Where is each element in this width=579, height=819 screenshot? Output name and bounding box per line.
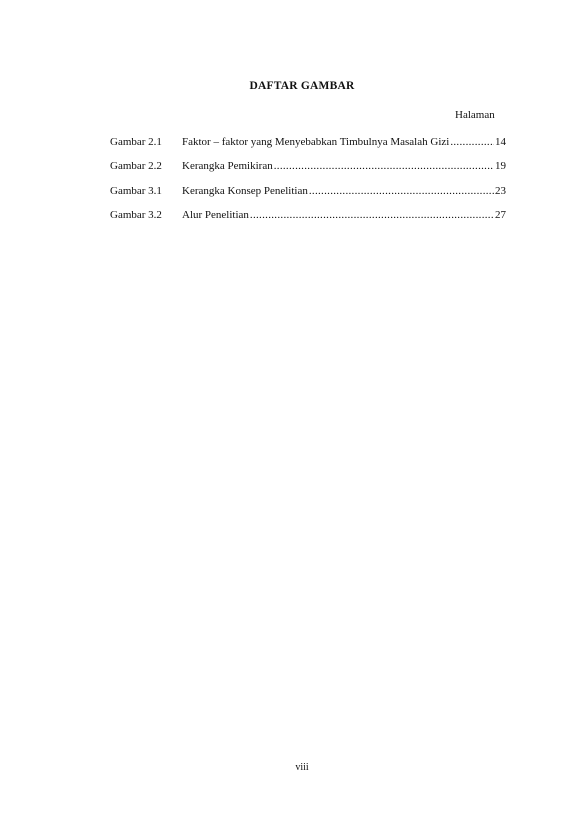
- figure-page-number: 14: [495, 136, 506, 148]
- list-item: [110, 160, 506, 184]
- page-column-header: Halaman: [455, 109, 495, 121]
- figure-title: Faktor – faktor yang Menyebabkan Timbulnya Masalah Gizi: [182, 136, 450, 148]
- list-item: [110, 136, 506, 160]
- figure-number: Gambar 2.1: [110, 136, 162, 148]
- figure-title: Alur Penelitian: [182, 208, 249, 221]
- dot-leader: [309, 185, 494, 197]
- page-number-footer: viii: [295, 762, 309, 773]
- figure-page-number: 19: [495, 160, 506, 173]
- figure-number: Gambar 3.1: [110, 184, 162, 197]
- page-title: DAFTAR GAMBAR: [249, 80, 355, 92]
- figure-list: [110, 136, 506, 233]
- figure-title: Kerangka Konsep Penelitian: [182, 184, 308, 197]
- list-item: [110, 209, 506, 233]
- dot-leader: [250, 209, 494, 221]
- figure-page-number: 23: [495, 184, 506, 197]
- figure-number: Gambar 2.2: [110, 160, 162, 173]
- figure-number: Gambar 3.2: [110, 208, 162, 221]
- dot-leader: [450, 136, 494, 148]
- figure-page-number: 27: [495, 208, 506, 221]
- dot-leader: [274, 160, 494, 172]
- list-item: [110, 185, 506, 209]
- figure-title: Kerangka Pemikiran: [182, 160, 273, 173]
